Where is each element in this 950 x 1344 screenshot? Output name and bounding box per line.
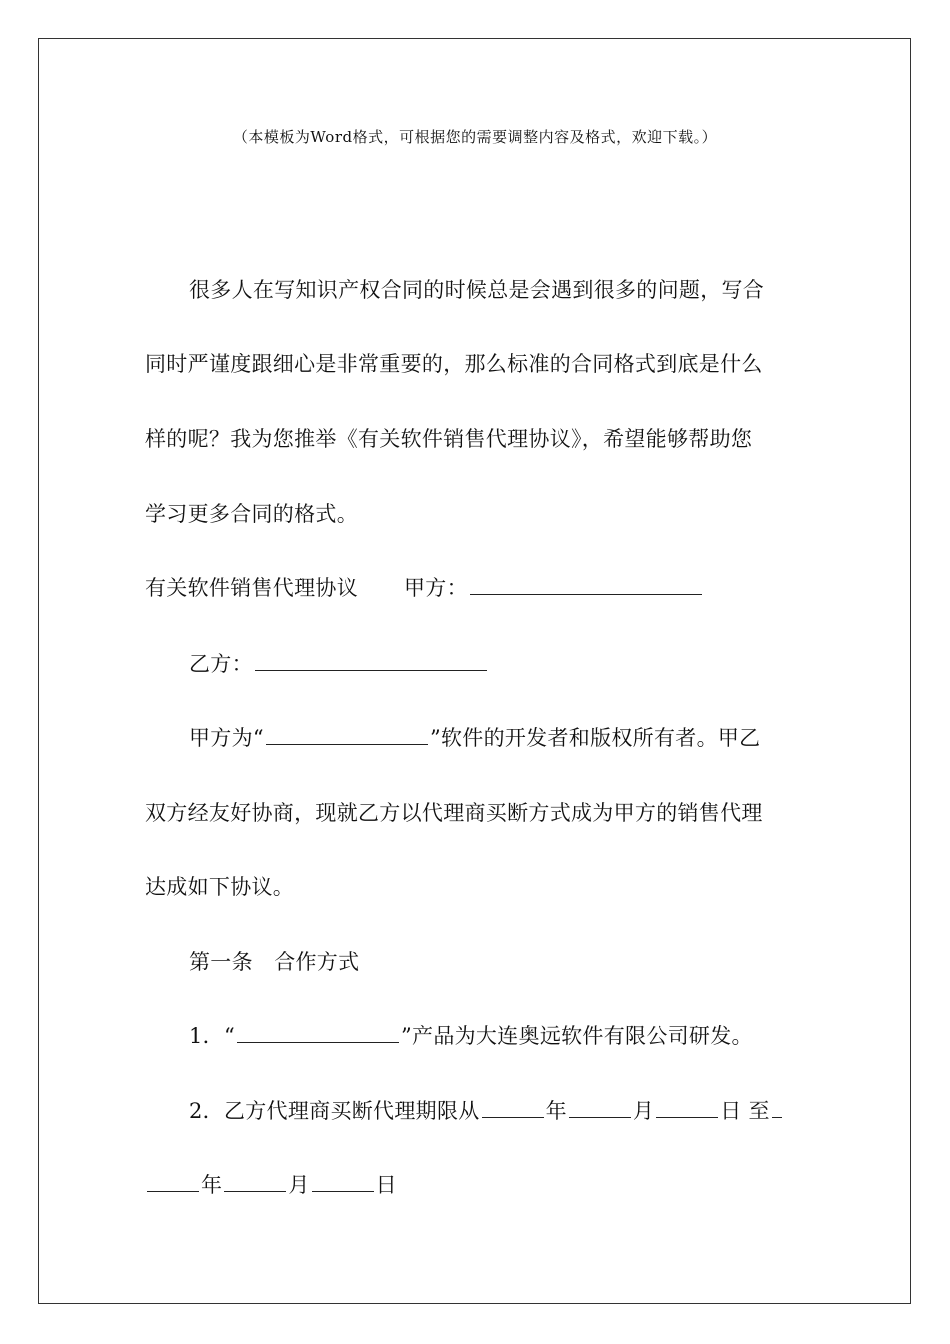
preamble-line-1 [189,724,760,752]
article-1-item-2 [189,1097,784,1125]
start-month-blank[interactable] [569,1099,631,1118]
product-name-blank[interactable] [237,1024,399,1043]
start-year-blank[interactable] [482,1099,544,1118]
party-a-label: 甲方： [404,576,468,600]
intro-line-3: 样的呢？我为您推举《有关软件销售代理协议》，希望能够帮助您 [145,427,753,451]
start-day-blank[interactable] [656,1099,718,1118]
end-year-blank[interactable] [147,1173,199,1192]
end-day-label: 日 [375,1173,397,1197]
party-b-blank[interactable] [255,652,487,671]
party-b-row [189,650,489,678]
preamble-line-1-pre: 甲方为“ [189,726,264,750]
intro-line-1: 很多人在写知识产权合同的时候总是会遇到很多的问题，写合 [189,278,765,302]
end-month-label: 月 [288,1173,310,1197]
agreement-title-row [145,574,704,602]
start-year-label: 年 [545,1099,567,1123]
party-a-blank[interactable] [470,576,702,595]
article-1-item-2-cont [145,1171,397,1199]
end-day-blank[interactable] [312,1173,374,1192]
template-note: （本模板为Word格式，可根据您的需要调整内容及格式，欢迎下载。） [232,128,718,146]
article-1-heading: 第一条 合作方式 [189,950,360,974]
intro-line-4: 学习更多合同的格式。 [145,502,358,526]
agreement-title: 有关软件销售代理协议 [145,576,358,600]
item-1-pre: 1．“ [189,1024,235,1048]
software-name-blank[interactable] [266,726,428,745]
end-year-blank-start[interactable] [772,1099,782,1118]
preamble-line-3: 达成如下协议。 [145,875,295,899]
party-b-label: 乙方： [189,652,253,676]
end-year-label: 年 [201,1173,223,1197]
article-1-item-1 [189,1022,753,1050]
preamble-line-2: 双方经友好协商，现就乙方以代理商买断方式成为甲方的销售代理 [145,801,763,825]
intro-line-2: 同时严谨度跟细心是非常重要的，那么标准的合同格式到底是什么 [145,352,763,376]
end-month-blank[interactable] [224,1173,286,1192]
start-day-to-label: 日 至 [720,1099,770,1123]
preamble-line-1-post: ”软件的开发者和版权所有者。甲乙 [429,726,761,750]
start-month-label: 月 [632,1099,655,1123]
item-1-post: ”产品为大连奥远软件有限公司研发。 [401,1024,753,1048]
item-2-pre: 2．乙方代理商买断代理期限从 [189,1099,480,1123]
